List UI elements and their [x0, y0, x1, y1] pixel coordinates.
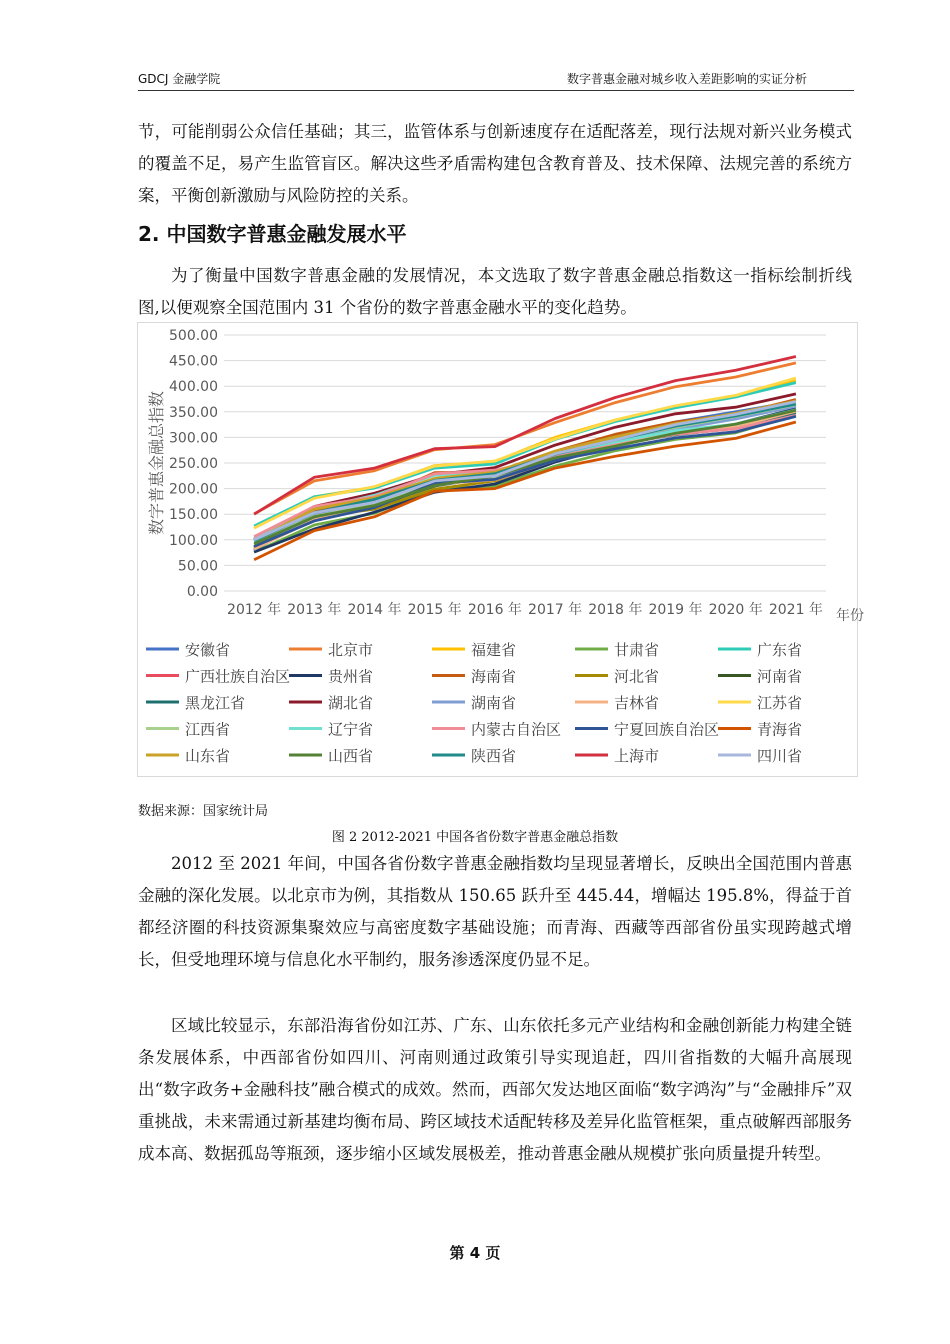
x-tick-label: 2014 年 — [347, 602, 402, 618]
legend-label: 江西省 — [185, 720, 231, 739]
legend-label: 黑龙江省 — [185, 694, 246, 712]
y-tick-label: 400.00 — [169, 379, 218, 396]
x-tick-label: 2020 年 — [708, 602, 763, 618]
header-divider — [138, 90, 854, 91]
y-tick-label: 250.00 — [169, 456, 218, 472]
legend-label: 山西省 — [328, 747, 374, 765]
header-right: 数字普惠金融对城乡收入差距影响的实证分析 — [566, 72, 807, 86]
legend-label: 北京市 — [328, 641, 374, 659]
legend-label: 安徽省 — [185, 641, 231, 659]
y-tick-label: 100.00 — [169, 532, 218, 549]
x-tick-label: 2019 年 — [648, 602, 703, 618]
legend-label: 海南省 — [471, 667, 517, 686]
line-chart — [138, 323, 864, 776]
legend-label: 青海省 — [757, 720, 803, 739]
legend-label: 陕西省 — [471, 747, 517, 765]
y-axis-label: 数字普惠金融总指数 — [147, 390, 166, 536]
legend-label: 福建省 — [471, 641, 517, 659]
data-source: 数据来源：国家统计局 — [138, 804, 269, 819]
y-tick-label: 350.00 — [169, 404, 218, 421]
paragraph-4: 区域比较显示，东部沿海省份如江苏、广东、山东依托多元产业结构和金融创新能力构建全链条发展体系，中西部省份如四川、河南则通过政策引导实现追赶，四川省指数的大幅升高展现出“数字政务+金融科技”融合模式的成效。然而，西部欠发达地区面临“数字鸿沟”与“金融排斥”双重挑战，未来需通过新基建均衡布局、跨区域技术适配转移及差异化监管框架，重点破解西部服务成本高、数据孤岛等瓶颈，逐步缩小区域发展极差，推动普惠金融从规模扩张向质量提升转型。 — [138, 1016, 852, 1163]
legend-label: 广西壮族自治区 — [185, 667, 291, 686]
legend-label: 辽宁省 — [328, 720, 374, 739]
chart-container — [137, 322, 864, 777]
figure-caption: 图 2 2012-2021 中国各省份数字普惠金融总指数 — [331, 830, 619, 845]
legend-label: 湖南省 — [471, 694, 517, 712]
legend-label: 湖北省 — [328, 694, 374, 712]
paragraph-3: 2012 至 2021 年间，中国各省份数字普惠金融指数均呈现显著增长，反映出全国范围内普惠金融的深化发展。以北京市为例，其指数从 150.65 跃升至 445.44，增幅达 195.8%，得益于首都经济圈的科技资源集聚效应与高密度数字基础设施；而青海、西藏等西部省份虽实现跨越式增长，但受地理环境与信息化水平制约，服务渗透深度仍显不足。 — [138, 854, 852, 969]
page-number: 第 4 页 — [449, 1244, 501, 1262]
legend-label: 河北省 — [614, 667, 660, 686]
x-tick-label: 2021 年 — [768, 602, 823, 618]
series-line — [254, 415, 796, 552]
legend-label: 广东省 — [757, 641, 803, 659]
legend-label: 内蒙古自治区 — [471, 720, 562, 739]
x-tick-label: 2013 年 — [287, 602, 342, 618]
series-line — [254, 422, 796, 560]
y-tick-label: 500.00 — [169, 328, 218, 344]
x-tick-label: 2015 年 — [407, 602, 462, 618]
x-axis-label: 年份 — [836, 608, 864, 624]
legend-label: 四川省 — [757, 747, 803, 765]
y-tick-label: 150.00 — [169, 507, 218, 524]
legend-label: 上海市 — [614, 747, 660, 765]
x-tick-label: 2012 年 — [227, 602, 282, 618]
x-tick-label: 2018 年 — [588, 602, 643, 618]
legend-label: 山东省 — [185, 747, 231, 765]
legend-label: 宁夏回族自治区 — [614, 720, 720, 739]
x-tick-label: 2016 年 — [467, 602, 522, 618]
y-tick-label: 0.00 — [186, 584, 218, 600]
paragraph-1: 节，可能削弱公众信任基础；其三，监管体系与创新速度存在适配落差，现行法规对新兴业务模式的覆盖不足，易产生监管盲区。解决这些矛盾需构建包含教育普及、技术保障、法规完善的系统方案，平衡创新激励与风险防控的关系。 — [138, 122, 852, 205]
series-line — [254, 363, 796, 514]
y-tick-label: 200.00 — [169, 481, 218, 498]
legend-label: 贵州省 — [328, 667, 374, 686]
header-left: GDCJ 金融学院 — [138, 72, 221, 86]
legend-label: 甘肃省 — [614, 641, 660, 659]
section-title: 2. 中国数字普惠金融发展水平 — [138, 222, 407, 246]
y-tick-label: 300.00 — [169, 430, 218, 447]
y-tick-label: 450.00 — [169, 353, 218, 370]
y-tick-label: 50.00 — [177, 558, 218, 575]
legend-label: 河南省 — [757, 667, 803, 686]
x-tick-label: 2017 年 — [528, 602, 583, 618]
legend-label: 江苏省 — [757, 694, 803, 712]
paragraph-2: 为了衡量中国数字普惠金融的发展情况，本文选取了数字普惠金融总指数这一指标绘制折线图,以便观察全国范围内 31 个省份的数字普惠金融水平的变化趋势。 — [138, 266, 852, 317]
legend-label: 吉林省 — [614, 694, 660, 712]
